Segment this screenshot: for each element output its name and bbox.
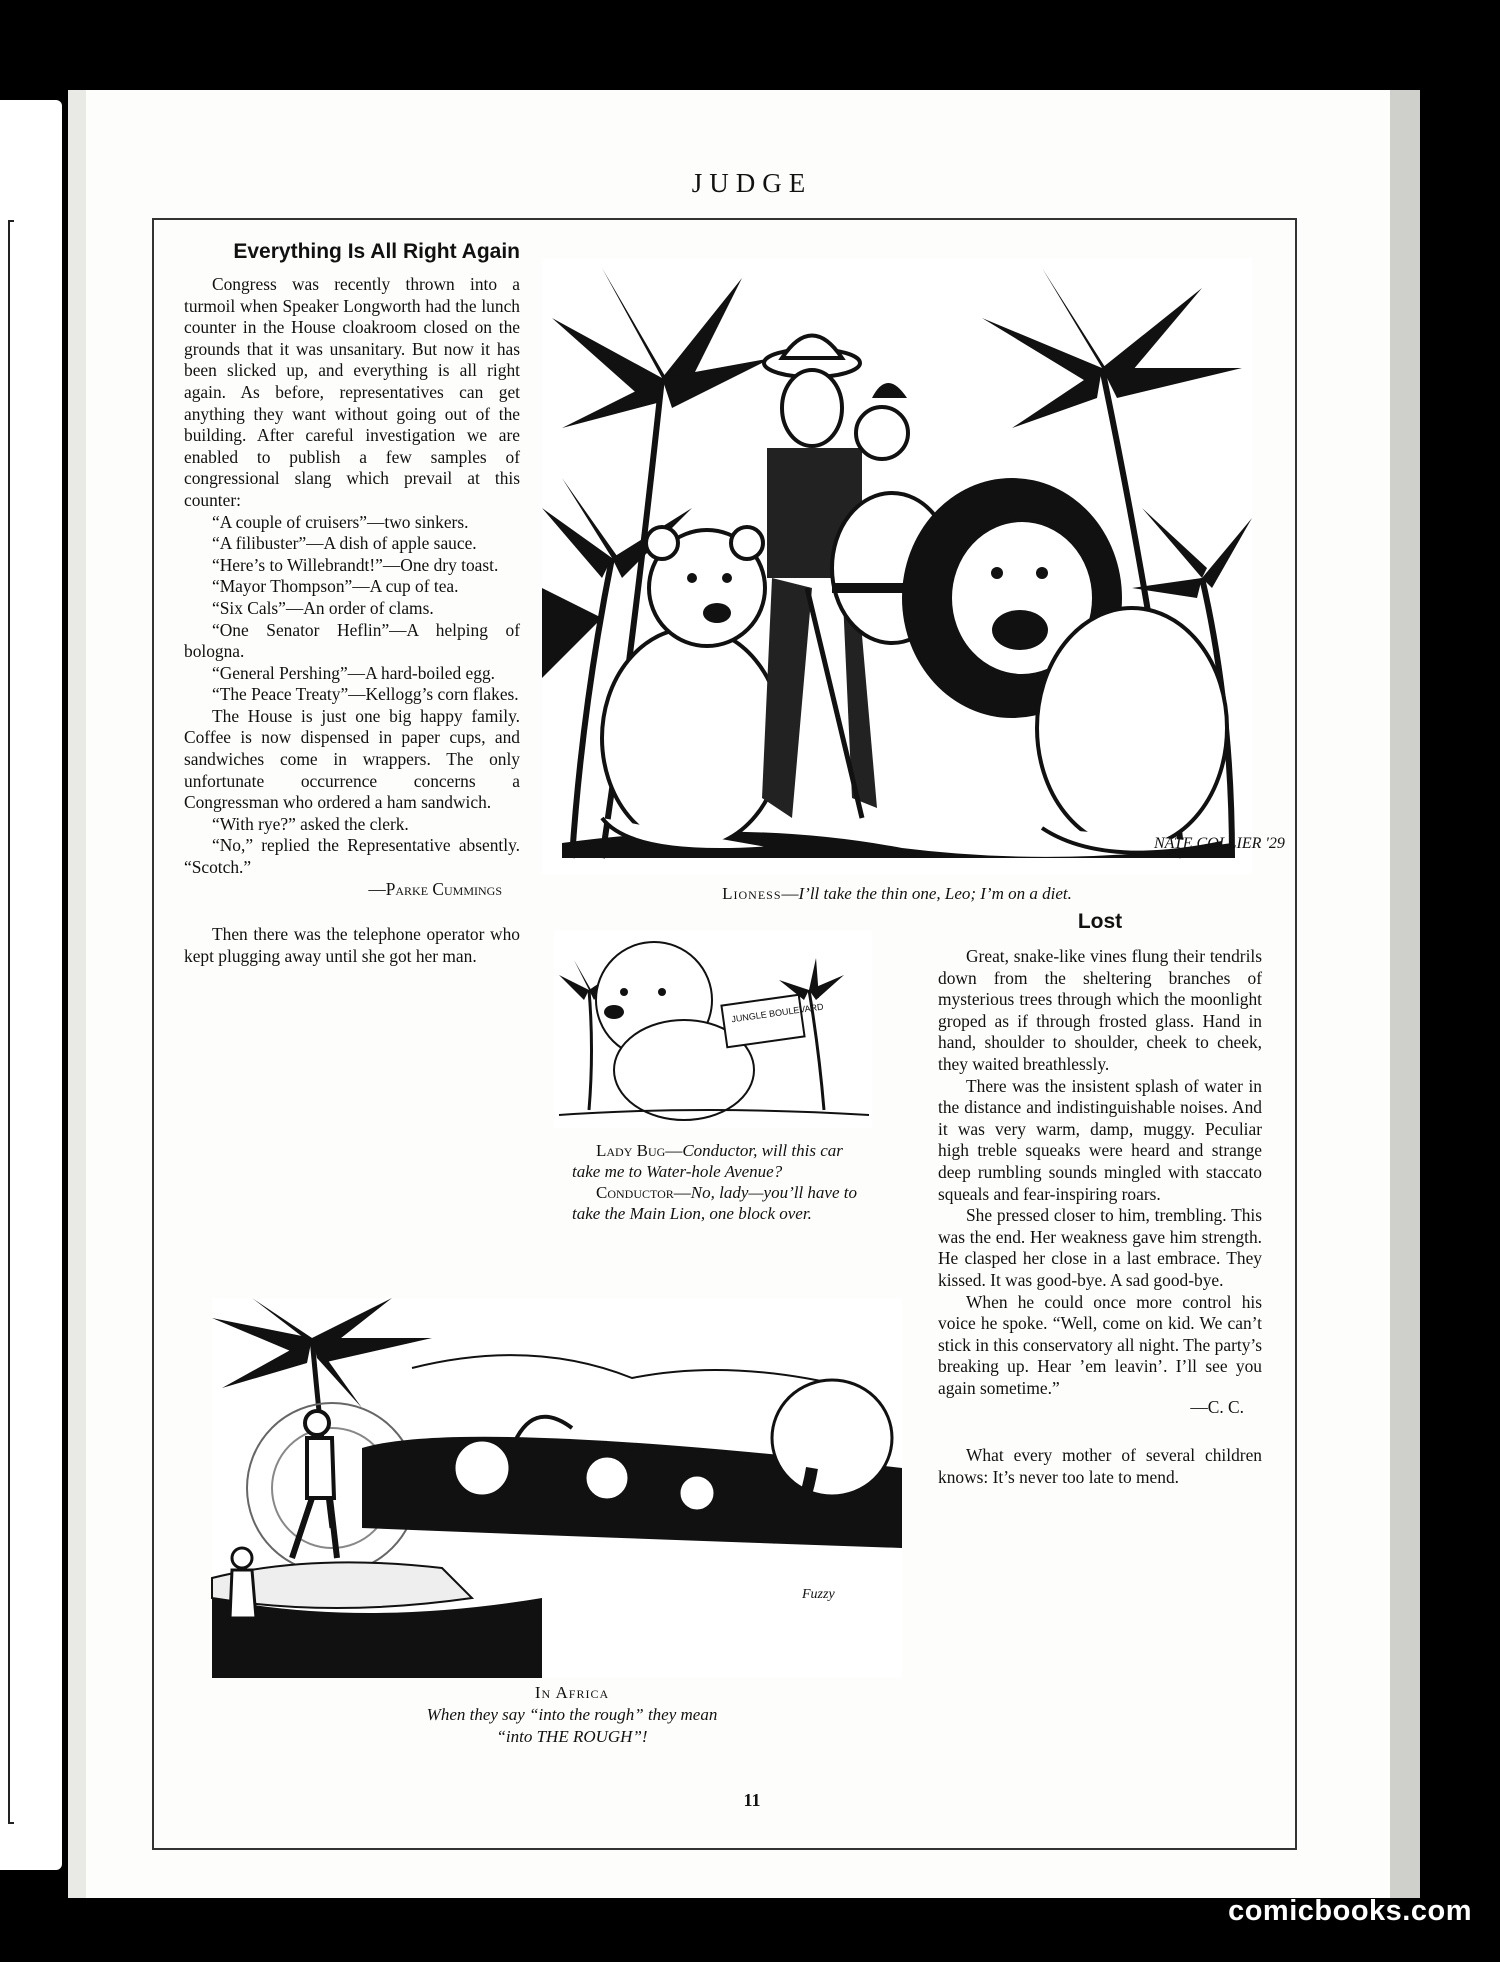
- lion-streetcar-illustration: [554, 930, 872, 1128]
- lady-bug-dialogue: [572, 1140, 860, 1224]
- filler-joke: Then there was the telephone operator who kept plugging away until she got her man.: [184, 924, 520, 966]
- dialogue-line: Lady Bug—Conductor, will this car take me to Water-hole Avenue?: [572, 1141, 843, 1181]
- paragraph: “Mayor Thompson”—A cup of tea.: [212, 576, 459, 597]
- magazine-page: [68, 90, 1418, 1898]
- byline: —Parke Cummings: [368, 878, 502, 899]
- svg-text:NATE COLLIER '29: NATE COLLIER '29: [1154, 835, 1285, 852]
- lady-bug-cartoon: [554, 930, 872, 1128]
- facing-page-rule: [8, 220, 14, 1824]
- paragraph: When he could once more control his voice he spoke. “Well, come on kid. We can’t stick in this conservatory all night. The party’s breaking up. Hear ’em leavin’. I’ll see you again sometime.”: [938, 1291, 1262, 1398]
- paragraph: The House is just one big happy family. Coffee is now dispensed in paper cups, and sandwiches come in wrappers. The only unfortunate occurrence concerns a Congressman who ordered a ham sandwich.: [184, 705, 520, 813]
- lion-caption: Lioness—I’ll take the thin one, Leo; I’m on a diet.: [722, 884, 1072, 903]
- article-body: [938, 946, 1262, 1488]
- paragraph: “The Peace Treaty”—Kellogg’s corn flakes.: [212, 684, 519, 705]
- paragraph: “Six Cals”—An order of clams.: [212, 597, 434, 618]
- facing-page-edge: [0, 100, 62, 1870]
- speaker-conductor: Conductor: [596, 1183, 674, 1202]
- africa-golf-cartoon: [212, 1298, 902, 1678]
- byline: —C. C.: [1190, 1397, 1244, 1418]
- caption-title: In Africa: [534, 1683, 610, 1702]
- article-body: [184, 274, 520, 967]
- paragraph: “One Senator Heflin”—A helping of bologna.: [184, 619, 520, 662]
- paragraph: There was the insistent splash of water in the distance and indistinguishable noises. And it was very warm, damp, muggy. Peculiar high treble squeaks were heard and strange deep rumbling sounds mingled with staccato squeals and fear-inspiring roars.: [938, 1075, 1262, 1204]
- page-gutter-shadow: [1390, 90, 1420, 1898]
- paragraph: “A couple of cruisers”—two sinkers.: [212, 511, 469, 532]
- paragraph: “A filibuster”—A dish of apple sauce.: [212, 533, 477, 554]
- dialogue-line: Conductor—No, lady—you’ll have to take the Main Lion, one block over.: [572, 1183, 857, 1223]
- site-watermark: comicbooks.com: [1228, 1895, 1472, 1927]
- sign-text: JUNGLE BOULEVARD: [730, 1001, 825, 1025]
- caption-line-2: “into THE ROUGH”!: [496, 1727, 648, 1746]
- paragraph: “General Pershing”—A hard-boiled egg.: [212, 662, 495, 683]
- paragraph: Great, snake-like vines flung their tendrils down from the sheltering branches of mysterious trees through which the moonlight groped as if through frosted glass. Hand in hand, shoulder to shoulder, cheek to cheek, they waited breathlessly.: [938, 946, 1262, 1074]
- caption-speaker: Lioness: [722, 884, 782, 903]
- line-lady-bug: Conductor, will this car take me to Water-hole Avenue?: [572, 1141, 843, 1181]
- line-conductor: No, lady—you’ll have to take the Main Lion, one block over.: [572, 1183, 857, 1223]
- running-head: JUDGE: [691, 168, 813, 198]
- paragraph: “With rye?” asked the clerk.: [212, 813, 409, 834]
- article-everything-all-right: [184, 240, 520, 967]
- caption-line: I’ll take the thin one, Leo; I’m on a diet.: [798, 884, 1072, 903]
- lion-cartoon: [542, 258, 1285, 874]
- filler-joke: What every mother of several children knows: It’s never too late to mend.: [938, 1445, 1262, 1487]
- lion-illustration: [542, 258, 1285, 874]
- article-lost: [938, 910, 1262, 1488]
- svg-text:Fuzzy: Fuzzy: [802, 1587, 835, 1602]
- page-frame: [152, 218, 1297, 1850]
- page-number: 11: [743, 1790, 761, 1810]
- paragraph: “Here’s to Willebrandt!”—One dry toast.: [212, 554, 499, 575]
- paragraph: She pressed closer to him, trembling. This was the end. Her weakness gave him strength. He clasped her close in a last embrace. They kissed. It was good-bye. A sad good-bye.: [938, 1205, 1262, 1290]
- paragraph: “No,” replied the Representative absently. “Scotch.”: [184, 835, 520, 878]
- caption-line-1: When they say “into the rough” they mean: [426, 1705, 718, 1724]
- speaker-lady-bug: Lady Bug: [596, 1141, 666, 1160]
- article-title: Everything Is All Right Again: [233, 240, 520, 263]
- article-title: Lost: [1077, 910, 1123, 933]
- africa-caption: [322, 1682, 822, 1748]
- paragraph: Congress was recently thrown into a turmoil when Speaker Longworth had the lunch counter in the House cloakroom closed on the grounds that it was unsanitary. But now it has been slicked up, and everything is all right again. As before, representatives can get anything they want without going out of the building. After careful investigation we are enabled to publish a few samples of congressional slang which prevail at this counter:: [184, 274, 520, 510]
- golf-jungle-illustration: [212, 1298, 902, 1678]
